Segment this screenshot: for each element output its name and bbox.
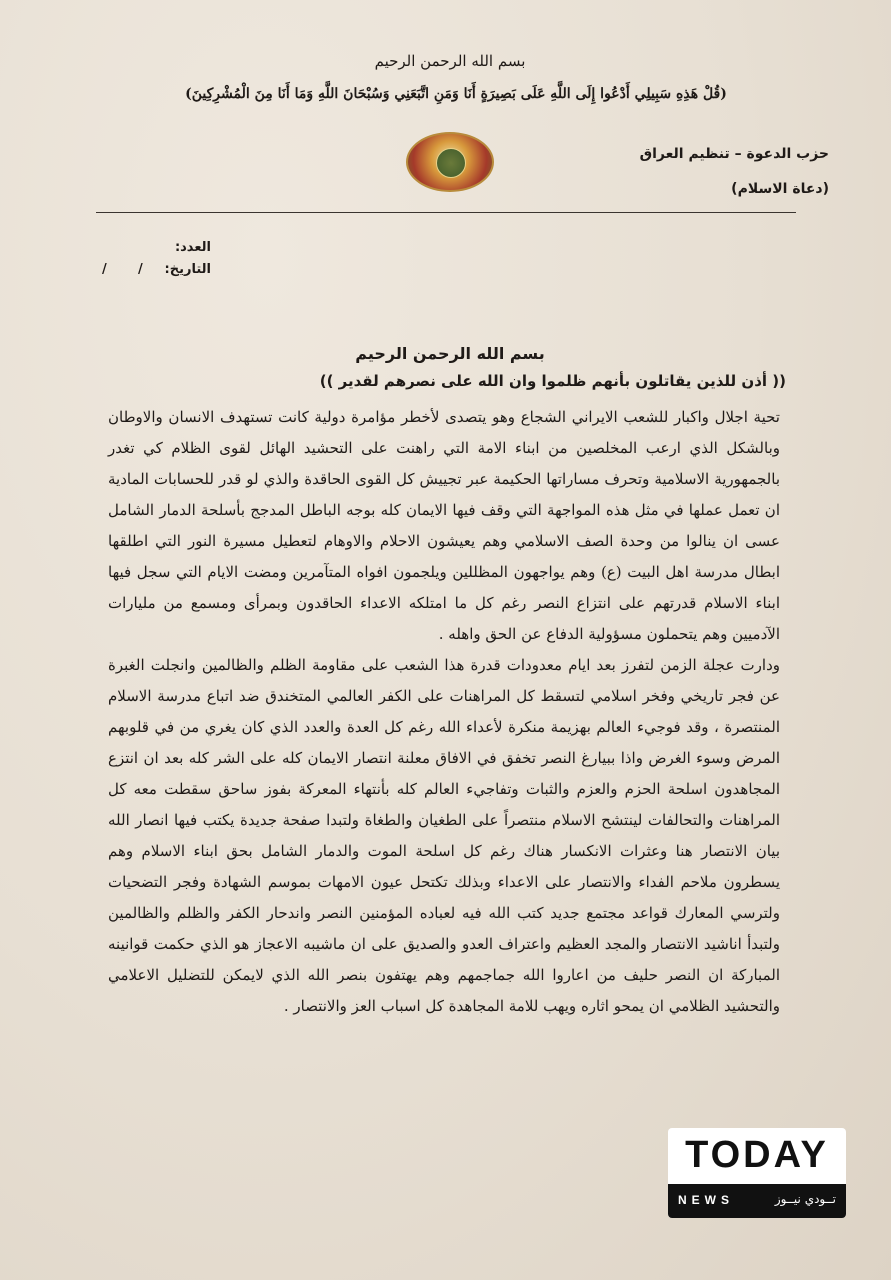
watermark-brand: TODAY [685,1134,829,1176]
header-divider [96,212,796,213]
date-separator: / [138,262,143,277]
quran-verse-header: (قُلْ هَذِهِ سَبِيلِي أَدْعُوا إِلَى اللَّهِ عَلَى بَصِيرَةٍ أَنَا وَمَنِ اتَّبَعَنِي وَسُبْحَانَ اللَّهِ وَمَا أَنَا مِنَ الْمُشْرِكِينَ) [185,86,727,102]
watermark-subtitle-arabic: تــودي نيــوز [774,1192,836,1206]
party-emblem-icon [406,132,494,192]
globe-icon [436,148,466,178]
organization-name: حزب الدعوة – تنظيم العراق [639,146,829,162]
paragraph: ودارت عجلة الزمن لتفرز بعد ايام معدودات قدرة هذا الشعب على مقاومة الظلم والظالمين وانجلت الغبرة عن فجر تاريخي وفخر اسلامي لتسقط كل المراهنات على الكفر العالمي المتخندق ضد اتباع مدرسة الاسلام المنتصرة ، وقد فوجيء العالم بهزيمة منكرة لأعداء الله رغم كل العدة والعدد الذي كان يغري من في قلوبهم المرض وسوء الغرض واذا ببيارغ النصر تخفق في الافاق معلنة انتصار الايمان كله على الشر كله بعد ان انتزع المجاهدون اسلحة الحزم والعزم والثبات وتفاجيء العالم كله بأنتهاء المعركة بفوز ساحق سقطت معه كل المراهنات والتحالفات لينتشح الاسلام منتصراً على الطغيان والطغاة ولتبدا صفحة جديدة يكتب فيها انصار الله بيان الانتصار هنا وعثرات الانكسار هناك رغم كل اسلحة الموت والدمار الشامل بحق ابناء الاسلام وهم يسطرون ملاحم الفداء والانتصار على الاعداء وبذلك تكتحل عيون الامهات بموسم الشهادة وفجر التضحيات ولترسي المعارك قواعد مجتمع جديد كتب الله فيه لعباده المؤمنين النصر واندحار الكفر والظلم والظالمين ولتبدأ اناشيد الانتصار والمجد العظيم واعتراف العدو والصديق على ان ماشيبه الاعجاز هو الذي حكمت قوانينه المباركة ان النصر حليف من اعاروا الله جماجمهم وهم يهتفون بنصر الله الذي لايمكن للتضليل الاعلامي والتحشيد الظلامي ان يمحو اثاره ويهب للامة المجاهدة كل اسباب العز والانتصار . [108,656,780,1015]
watermark-subtitle: NEWS [678,1193,734,1207]
paragraph: تحية اجلال واكبار للشعب الايراني الشجاع وهو يتصدى لأخطر مؤامرة دولية كانت تستهدف الانسان والاوطان وبالشكل الذي ارعب المخلصين من ابناء الامة التي راهنت على التحشيد الهائل لقوى الظلام كي تغدر بالجمهورية الاسلامية وتحرف مساراتها الحكيمة عبر تجييش كل القوى الحاقدة والذي لو قدر للحسابات المادية ان تعمل عملها في مثل هذه المواجهة التي وقف فيها الايمان كله بوجه الباطل المدجج بأسلحة الدمار الشامل عسى ان ينالوا من وحدة الصف الاسلامي وهم يعيشون الاحلام والاوهام لتعطيل مسيرة النور التي اطلقها ابطال مدرسة اهل البيت (ع) وهم يواجهون المظللين ويلجمون افواه المتآمرين ومضت الايام التي سجل فيها ابناء الاسلام قدرتهم على انتزاع النصر رغم كل ما امتلكه الاعداء الحاقدون وبمرأى ومسمع من مليارات الآدميين وهم يتحملون مسؤولية الدفاع عن الحق واهله . [108,408,780,643]
date-separator: / [102,262,107,277]
number-label: العدد: [174,240,211,255]
today-news-watermark [668,1128,846,1218]
letter-body [108,402,780,1022]
letter-basmala: بسم الله الرحمن الرحيم [355,344,545,363]
date-label: التاريخ: [164,262,211,277]
watermark-bar [668,1184,846,1218]
letter-verse: (( أذن للذين يقاتلون بأنهم ظلموا وان الله على نصرهم لقدير )) [319,372,786,390]
organization-subtitle: (دعاة الاسلام) [731,181,829,197]
basmala-calligraphy: بسم الله الرحمن الرحيم [374,52,526,70]
